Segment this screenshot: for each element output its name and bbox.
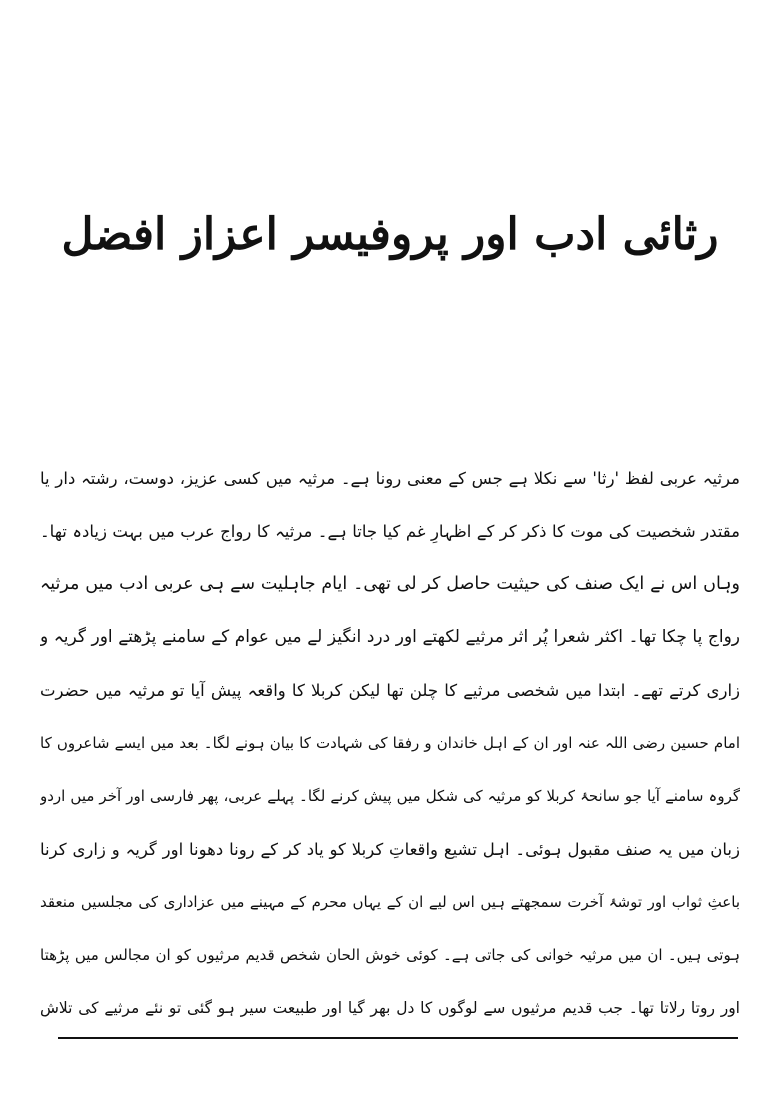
body-text [40,452,740,1035]
text-line: مقتدر شخصیت کی موت کا ذکر کر کے اظہارِ غم کیا جاتا ہے۔ مرثیہ کا رواج عرب میں بہت زیادہ تھا۔ [40,522,740,541]
text-line: وہاں اس نے ایک صنف کی حیثیت حاصل کر لی تھی۔ ایام جاہلیت سے ہی عربی ادب میں مرثیہ [40,574,740,594]
text-line: گروہ سامنے آیا جو سانحۂ کربلا کو مرثیہ کی شکل میں پیش کرنے لگا۔ پہلے عربی، پھر فارسی اور آخر میں اردو [40,787,740,805]
text-line: زبان میں یہ صنف مقبول ہوئی۔ اہل تشیع واقعاتِ کربلا کو یاد کر کے رونا دھونا اور گریہ و زاری کرنا [40,840,740,859]
document-title: رثائی ادب اور پروفیسر اعزاز افضل [61,209,719,260]
text-line: اور روتا رلاتا تھا۔ جب قدیم مرثیوں سے لوگوں کا دل بھر گیا اور طبیعت سیر ہو گئی تو نئے مرثیے کی تلاش [40,999,740,1017]
text-line: زاری کرتے تھے۔ ابتدا میں شخصی مرثیے کا چلن تھا لیکن کربلا کا واقعہ پیش آیا تو مرثیہ میں حضرت [40,681,740,700]
footer-rule [58,1037,738,1039]
text-line: مرثیہ عربی لفظ 'رثا' سے نکلا ہے جس کے معنی رونا ہے۔ مرثیہ میں کسی عزیز، دوست، رشتہ دار یا [40,469,740,488]
text-line: باعثِ ثواب اور توشۂ آخرت سمجھتے ہیں اس لیے ان کے یہاں محرم کے مہینے میں عزاداری کی مجلسیں منعقد [40,893,740,911]
text-line: ہوتی ہیں۔ ان میں مرثیہ خوانی کی جاتی ہے۔ کوئی خوش الحان شخص قدیم مرثیوں کو ان مجالس میں پڑھتا [40,946,740,964]
text-line: رواج پا چکا تھا۔ اکثر شعرا پُر اثر مرثیے لکھتے اور درد انگیز لے میں عوام کے سامنے پڑھتے اور گریہ و [40,627,740,647]
text-line: امام حسین رضی اللہ عنہ اور ان کے اہل خاندان و رفقا کی شہادت کا بیان ہونے لگا۔ بعد میں ایسے شاعروں کا [40,734,740,752]
